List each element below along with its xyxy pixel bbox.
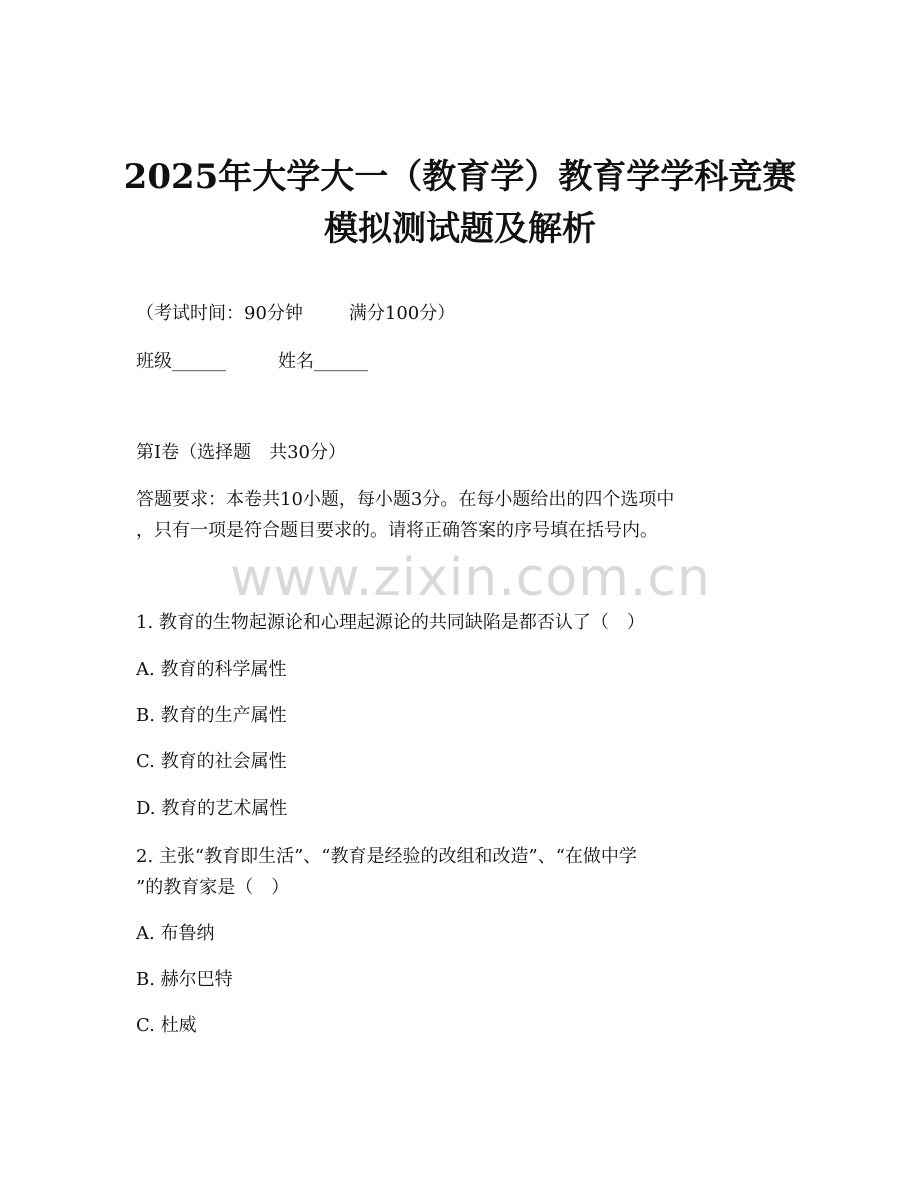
exam-info <box>136 302 786 326</box>
document-title-line-2: 模拟测试题及解析 <box>324 209 596 249</box>
watermark: www.zixin.com.cn <box>230 548 711 608</box>
class-field: 班级______ <box>136 351 226 372</box>
question-2-stem-line-2: ”的教育家是（ ） <box>136 877 290 898</box>
section-heading: 第Ⅰ卷（选择题 共30分） <box>136 442 347 463</box>
question-2-stem-line-1: 2. 主张“教育即生活”、“教育是经验的改组和改造”、“在做中学 <box>136 846 637 867</box>
question-2-option-a: A. 布鲁纳 <box>136 923 215 944</box>
instructions-line-2: ，只有一项是符合题目要求的。请将正确答案的序号填在括号内。 <box>136 520 658 541</box>
instructions-line-1: 答题要求：本卷共10小题，每小题3分。在每小题给出的四个选项中 <box>136 489 675 510</box>
question-1-option-b: B. 教育的生产属性 <box>136 705 287 726</box>
exam-score: 满分100分） <box>348 303 456 324</box>
document-title-line-1: 2025年大学大一（教育学）教育学学科竞赛 <box>123 157 797 197</box>
question-2-option-c: C. 杜威 <box>136 1015 197 1036</box>
question-1-option-c: C. 教育的社会属性 <box>136 751 287 772</box>
question-1-option-a: A. 教育的科学属性 <box>136 659 287 680</box>
question-1-option-d: D. 教育的艺术属性 <box>136 798 288 819</box>
student-fields <box>136 350 786 374</box>
name-field: 姓名______ <box>278 351 368 372</box>
question-2-option-b: B. 赫尔巴特 <box>136 969 233 990</box>
question-1-stem: 1. 教育的生物起源论和心理起源论的共同缺陷是都否认了（ ） <box>136 612 645 633</box>
exam-time: （考试时间：90分钟 <box>136 303 303 324</box>
